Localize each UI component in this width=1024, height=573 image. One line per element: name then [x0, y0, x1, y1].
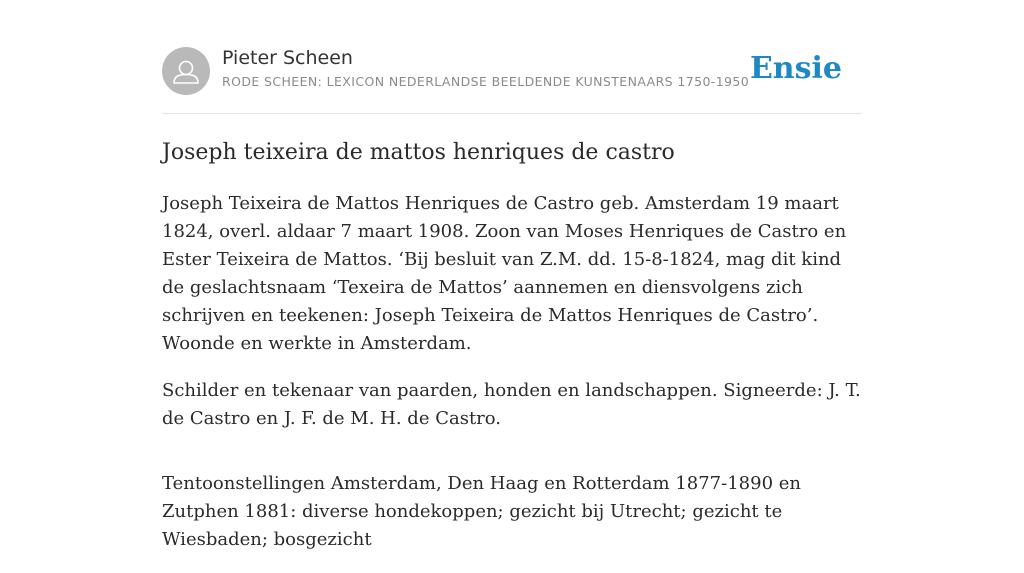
author-name[interactable]: Pieter Scheen	[222, 47, 353, 69]
article-paragraph-3: Tentoonstellingen Amsterdam, Den Haag en Rotterdam 1877-1890 en Zutphen 1881: diverse hondekoppen; gezicht bij Utrecht; gezicht te Wiesbaden; bosgezicht	[162, 473, 801, 550]
user-silhouette-icon	[162, 47, 210, 95]
article-header	[162, 46, 862, 96]
header-divider	[162, 113, 862, 114]
article-paragraph-2: Schilder en tekenaar van paarden, honden en landschappen. Signeerde: J. T. de Castro en J. F. de M. H. de Castro.	[162, 380, 861, 429]
article-paragraph-1: Joseph Teixeira de Mattos Henriques de Castro geb. Amsterdam 19 maart 1824, overl. aldaar 7 maart 1908. Zoon van Moses Henriques de Castro en Ester Teixeira de Mattos. ‘Bij besluit van Z.M. dd. 15-8-1824, mag dit kind de geslachtsnaam ‘Texeira de Mattos’ aannemen en diensvolgens zich schrijven en teekenen: Joseph Teixeira de Mattos Henriques de Castro’. Woonde en werkte in Amsterdam.	[162, 193, 847, 354]
ensie-logo[interactable]: Ensie	[749, 51, 842, 86]
author-avatar[interactable]	[162, 47, 210, 95]
article-body	[162, 138, 864, 573]
article-title: Joseph teixeira de mattos henriques de castro	[162, 140, 675, 165]
source-publication[interactable]: RODE SCHEEN: LEXICON NEDERLANDSE BEELDENDE KUNSTENAARS 1750-1950	[222, 74, 750, 89]
